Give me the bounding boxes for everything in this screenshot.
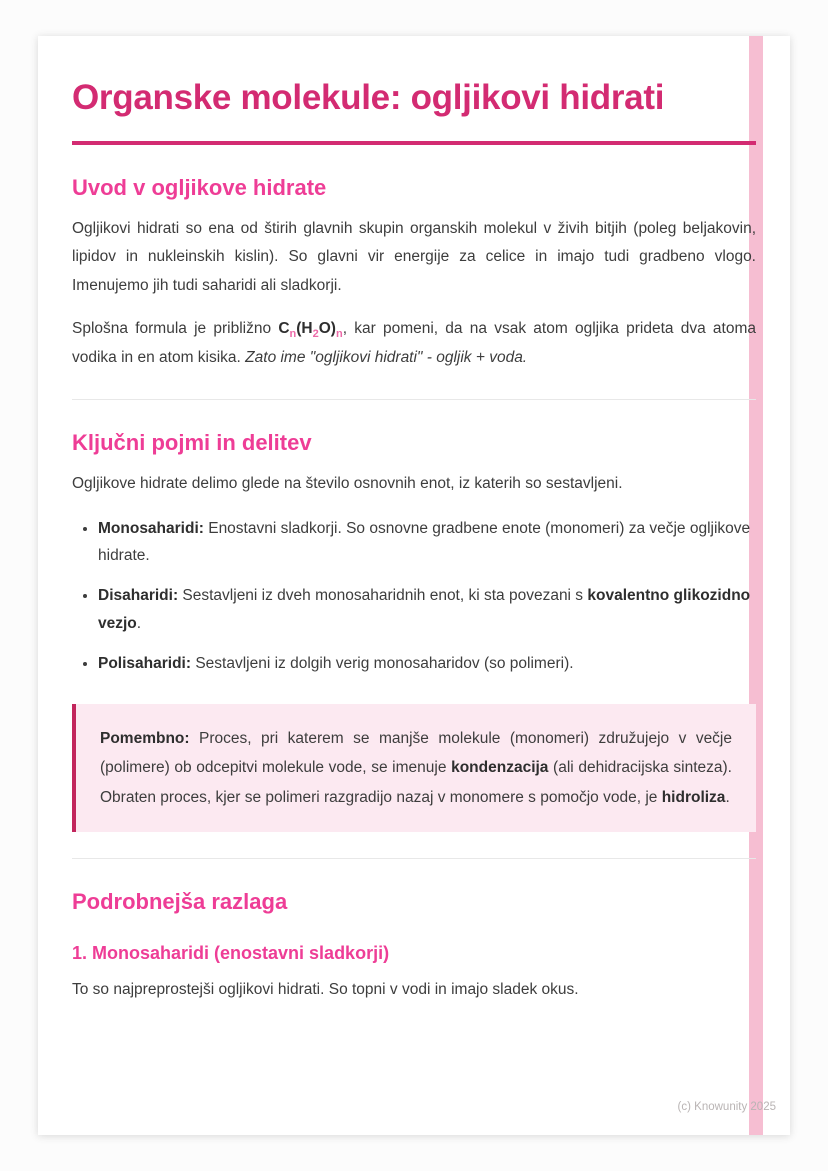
bold-phrase: kondenzacija bbox=[451, 759, 549, 777]
text-segment: Sestavljeni iz dolgih verig monosaharidov (so polimeri). bbox=[191, 655, 574, 673]
division-paragraph: Ogljikove hidrate delimo glede na število osnovnih enot, iz katerih so sestavljeni. bbox=[72, 474, 623, 492]
text-segment: Proces, pri katerem se manjše molekule (monomeri) združujejo v večje (polimere) ob odcepitvi molekule vode, se imenuje bbox=[100, 730, 732, 777]
list-term: Disaharidi: bbox=[98, 587, 179, 605]
text-segment: (ali dehidracijska sinteza). Obraten proces, kjer se polimeri razgradijo nazaj v monomere s pomočjo vode, je bbox=[100, 759, 732, 806]
list-item bbox=[98, 582, 756, 638]
division-list bbox=[72, 515, 756, 678]
formula-part: (H bbox=[296, 319, 313, 337]
bold-phrase: kovalentno glikozidno vezjo bbox=[98, 587, 751, 633]
italic-note: Zato ime "ogljikovi hidrati" - ogljik + voda. bbox=[245, 349, 528, 367]
document-content bbox=[72, 76, 756, 1005]
formula-part: C bbox=[278, 319, 290, 337]
page-title: Organske molekule: ogljikovi hidrati bbox=[72, 78, 665, 117]
text-segment: Enostavni sladkorji. So osnovne gradbene enote (monomeri) za večje ogljikove hidrate. bbox=[98, 519, 751, 565]
bold-phrase: hidroliza bbox=[661, 788, 726, 806]
list-item bbox=[98, 650, 756, 678]
important-callout bbox=[72, 704, 756, 832]
text-segment: , kar pomeni, da na vsak atom ogljika prideta dva atoma vodika in en atom kisika. bbox=[72, 319, 756, 367]
intro-paragraph-1: Ogljikovi hidrati so ena od štirih glavnih skupin organskih molekul v živih bitjih (poleg beljakovin, lipidov in nukleinskih kislin). So glavni vir energije za celice in imajo tudi gradbeno vlogo. Imenujemo jih tudi saharidi ali sladkorji. bbox=[72, 219, 756, 295]
copyright-watermark: (c) Knowunity 2025 bbox=[677, 1101, 776, 1113]
formula-subscript: n bbox=[335, 327, 343, 340]
text-segment: . bbox=[725, 788, 730, 806]
text-segment: Splošna formula je približno bbox=[72, 319, 279, 337]
intro-paragraph-2 bbox=[72, 315, 756, 373]
formula-part: O) bbox=[318, 319, 336, 337]
callout-label: Pomembno: bbox=[100, 730, 190, 748]
formula-subscript: n bbox=[289, 327, 297, 340]
chemical-formula bbox=[278, 319, 343, 340]
subsection-heading-monosaccharides: 1. Monosaharidi (enostavni sladkorji) bbox=[72, 943, 390, 964]
list-term: Polisaharidi: bbox=[98, 655, 192, 673]
section-heading-intro: Uvod v ogljikove hidrate bbox=[72, 174, 327, 200]
section-heading-details: Podrobnejša razlaga bbox=[72, 889, 288, 915]
text-segment: Sestavljeni iz dveh monosaharidnih enot, ki sta povezani s bbox=[178, 587, 588, 605]
formula-subscript: 2 bbox=[312, 327, 319, 340]
document-page bbox=[38, 36, 790, 1135]
section-heading-division: Ključni pojmi in delitev bbox=[72, 429, 312, 455]
list-item bbox=[98, 515, 756, 571]
title-rule bbox=[72, 141, 756, 145]
section-divider bbox=[72, 399, 756, 400]
list-term: Monosaharidi: bbox=[98, 519, 204, 537]
details-paragraph: To so najpreprostejši ogljikovi hidrati. So topni v vodi in imajo sladek okus. bbox=[72, 981, 579, 999]
section-divider bbox=[72, 858, 756, 859]
text-segment: . bbox=[136, 615, 142, 633]
